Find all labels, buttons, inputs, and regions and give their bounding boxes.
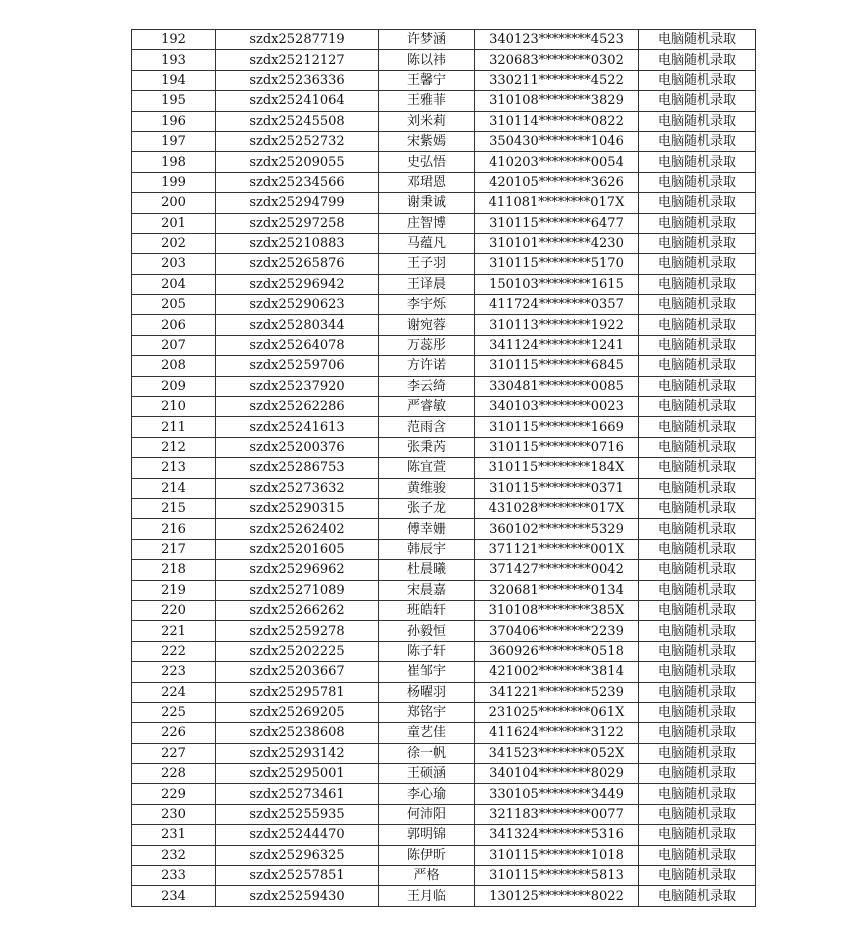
cell-admission-method: 电脑随机录取 — [639, 397, 756, 417]
table-row — [132, 397, 756, 417]
cell-admission-method: 电脑随机录取 — [639, 376, 756, 396]
cell-applicant-id: szdx25297258 — [216, 213, 379, 233]
cell-applicant-id: szdx25236336 — [216, 70, 379, 90]
cell-sequence-number: 216 — [132, 519, 216, 539]
cell-admission-method: 电脑随机录取 — [639, 233, 756, 253]
cell-sequence-number: 217 — [132, 539, 216, 559]
cell-id-card-number: 330211********4522 — [475, 70, 639, 90]
cell-applicant-id: szdx25266262 — [216, 600, 379, 620]
cell-admission-method: 电脑随机录取 — [639, 886, 756, 906]
cell-student-name: 史弘悟 — [379, 152, 475, 172]
cell-sequence-number: 193 — [132, 50, 216, 70]
cell-student-name: 王硕涵 — [379, 764, 475, 784]
table-row — [132, 662, 756, 682]
table-row — [132, 152, 756, 172]
cell-student-name: 傅幸姗 — [379, 519, 475, 539]
cell-student-name: 李心瑜 — [379, 784, 475, 804]
cell-admission-method: 电脑随机录取 — [639, 723, 756, 743]
cell-id-card-number: 411624********3122 — [475, 723, 639, 743]
cell-applicant-id: szdx25252732 — [216, 131, 379, 151]
cell-sequence-number: 212 — [132, 437, 216, 457]
cell-sequence-number: 202 — [132, 233, 216, 253]
cell-applicant-id: szdx25296942 — [216, 274, 379, 294]
cell-applicant-id: szdx25290315 — [216, 498, 379, 518]
cell-sequence-number: 224 — [132, 682, 216, 702]
cell-student-name: 李宇烁 — [379, 295, 475, 315]
cell-admission-method: 电脑随机录取 — [639, 743, 756, 763]
table-row — [132, 845, 756, 865]
table-row — [132, 539, 756, 559]
cell-sequence-number: 199 — [132, 172, 216, 192]
cell-id-card-number: 431028********017X — [475, 498, 639, 518]
cell-student-name: 马蕴凡 — [379, 233, 475, 253]
cell-sequence-number: 204 — [132, 274, 216, 294]
cell-id-card-number: 340123********4523 — [475, 30, 639, 50]
cell-id-card-number: 231025********061X — [475, 702, 639, 722]
cell-sequence-number: 201 — [132, 213, 216, 233]
cell-admission-method: 电脑随机录取 — [639, 417, 756, 437]
cell-sequence-number: 232 — [132, 845, 216, 865]
cell-student-name: 童艺佳 — [379, 723, 475, 743]
table-row — [132, 131, 756, 151]
table-row — [132, 70, 756, 90]
cell-applicant-id: szdx25294799 — [216, 193, 379, 213]
cell-student-name: 邓珺恩 — [379, 172, 475, 192]
cell-id-card-number: 371427********0042 — [475, 560, 639, 580]
cell-admission-method: 电脑随机录取 — [639, 539, 756, 559]
cell-sequence-number: 209 — [132, 376, 216, 396]
cell-applicant-id: szdx25264078 — [216, 335, 379, 355]
cell-id-card-number: 411724********0357 — [475, 295, 639, 315]
cell-applicant-id: szdx25255935 — [216, 804, 379, 824]
cell-id-card-number: 310115********5170 — [475, 254, 639, 274]
table-row — [132, 764, 756, 784]
cell-applicant-id: szdx25241613 — [216, 417, 379, 437]
table-row — [132, 274, 756, 294]
cell-student-name: 刘米莉 — [379, 111, 475, 131]
cell-sequence-number: 196 — [132, 111, 216, 131]
table-row — [132, 254, 756, 274]
cell-applicant-id: szdx25201605 — [216, 539, 379, 559]
table-row — [132, 580, 756, 600]
cell-admission-method: 电脑随机录取 — [639, 764, 756, 784]
cell-applicant-id: szdx25295001 — [216, 764, 379, 784]
cell-id-card-number: 310108********3829 — [475, 91, 639, 111]
cell-sequence-number: 203 — [132, 254, 216, 274]
cell-id-card-number: 360102********5329 — [475, 519, 639, 539]
cell-student-name: 李云绮 — [379, 376, 475, 396]
cell-student-name: 万蕊彤 — [379, 335, 475, 355]
cell-sequence-number: 222 — [132, 641, 216, 661]
cell-id-card-number: 310114********0822 — [475, 111, 639, 131]
cell-student-name: 许梦涵 — [379, 30, 475, 50]
cell-student-name: 张秉芮 — [379, 437, 475, 457]
cell-admission-method: 电脑随机录取 — [639, 91, 756, 111]
cell-admission-method: 电脑随机录取 — [639, 172, 756, 192]
cell-admission-method: 电脑随机录取 — [639, 254, 756, 274]
cell-applicant-id: szdx25210883 — [216, 233, 379, 253]
table-row — [132, 30, 756, 50]
cell-student-name: 王馨宁 — [379, 70, 475, 90]
cell-id-card-number: 371121********001X — [475, 539, 639, 559]
cell-applicant-id: szdx25262402 — [216, 519, 379, 539]
cell-applicant-id: szdx25290623 — [216, 295, 379, 315]
table-row — [132, 315, 756, 335]
cell-sequence-number: 214 — [132, 478, 216, 498]
cell-sequence-number: 195 — [132, 91, 216, 111]
cell-sequence-number: 194 — [132, 70, 216, 90]
table-row — [132, 560, 756, 580]
cell-student-name: 孙毅恒 — [379, 621, 475, 641]
cell-student-name: 韩辰宇 — [379, 539, 475, 559]
table-row — [132, 437, 756, 457]
cell-applicant-id: szdx25296962 — [216, 560, 379, 580]
cell-sequence-number: 197 — [132, 131, 216, 151]
cell-sequence-number: 213 — [132, 458, 216, 478]
cell-student-name: 杜晨曦 — [379, 560, 475, 580]
cell-id-card-number: 310115********184X — [475, 458, 639, 478]
cell-admission-method: 电脑随机录取 — [639, 662, 756, 682]
cell-id-card-number: 330105********3449 — [475, 784, 639, 804]
cell-admission-method: 电脑随机录取 — [639, 315, 756, 335]
cell-sequence-number: 215 — [132, 498, 216, 518]
cell-sequence-number: 229 — [132, 784, 216, 804]
cell-student-name: 庄智博 — [379, 213, 475, 233]
cell-sequence-number: 210 — [132, 397, 216, 417]
cell-sequence-number: 231 — [132, 825, 216, 845]
cell-id-card-number: 360926********0518 — [475, 641, 639, 661]
cell-sequence-number: 208 — [132, 356, 216, 376]
table-row — [132, 233, 756, 253]
cell-applicant-id: szdx25241064 — [216, 91, 379, 111]
cell-id-card-number: 330481********0085 — [475, 376, 639, 396]
cell-admission-method: 电脑随机录取 — [639, 498, 756, 518]
cell-id-card-number: 310115********5813 — [475, 866, 639, 886]
cell-applicant-id: szdx25238608 — [216, 723, 379, 743]
table-row — [132, 478, 756, 498]
table-row — [132, 356, 756, 376]
cell-applicant-id: szdx25202225 — [216, 641, 379, 661]
cell-student-name: 王子羽 — [379, 254, 475, 274]
admission-list-table — [131, 29, 756, 907]
cell-id-card-number: 310115********1669 — [475, 417, 639, 437]
cell-student-name: 王译晨 — [379, 274, 475, 294]
cell-student-name: 郑铭宇 — [379, 702, 475, 722]
cell-admission-method: 电脑随机录取 — [639, 50, 756, 70]
cell-admission-method: 电脑随机录取 — [639, 804, 756, 824]
table-row — [132, 376, 756, 396]
admission-list-body — [132, 30, 756, 907]
cell-applicant-id: szdx25293142 — [216, 743, 379, 763]
cell-id-card-number: 340104********8029 — [475, 764, 639, 784]
cell-student-name: 陈子轩 — [379, 641, 475, 661]
table-row — [132, 335, 756, 355]
table-row — [132, 784, 756, 804]
cell-student-name: 陈以祎 — [379, 50, 475, 70]
cell-id-card-number: 310115********0716 — [475, 437, 639, 457]
cell-id-card-number: 341124********1241 — [475, 335, 639, 355]
cell-applicant-id: szdx25273632 — [216, 478, 379, 498]
cell-sequence-number: 227 — [132, 743, 216, 763]
cell-admission-method: 电脑随机录取 — [639, 356, 756, 376]
cell-admission-method: 电脑随机录取 — [639, 478, 756, 498]
cell-student-name: 王雅菲 — [379, 91, 475, 111]
cell-admission-method: 电脑随机录取 — [639, 702, 756, 722]
cell-id-card-number: 410203********0054 — [475, 152, 639, 172]
cell-sequence-number: 233 — [132, 866, 216, 886]
cell-admission-method: 电脑随机录取 — [639, 70, 756, 90]
cell-applicant-id: szdx25209055 — [216, 152, 379, 172]
cell-sequence-number: 200 — [132, 193, 216, 213]
cell-applicant-id: szdx25237920 — [216, 376, 379, 396]
cell-admission-method: 电脑随机录取 — [639, 274, 756, 294]
cell-sequence-number: 205 — [132, 295, 216, 315]
cell-applicant-id: szdx25259706 — [216, 356, 379, 376]
cell-student-name: 崔邹宇 — [379, 662, 475, 682]
cell-applicant-id: szdx25287719 — [216, 30, 379, 50]
cell-id-card-number: 341324********5316 — [475, 825, 639, 845]
cell-admission-method: 电脑随机录取 — [639, 152, 756, 172]
cell-id-card-number: 310115********1018 — [475, 845, 639, 865]
cell-id-card-number: 411081********017X — [475, 193, 639, 213]
cell-applicant-id: szdx25262286 — [216, 397, 379, 417]
cell-applicant-id: szdx25271089 — [216, 580, 379, 600]
cell-admission-method: 电脑随机录取 — [639, 519, 756, 539]
cell-student-name: 宋晨嘉 — [379, 580, 475, 600]
table-row — [132, 866, 756, 886]
cell-admission-method: 电脑随机录取 — [639, 437, 756, 457]
cell-student-name: 郭明锦 — [379, 825, 475, 845]
table-row — [132, 172, 756, 192]
cell-student-name: 杨曜羽 — [379, 682, 475, 702]
cell-id-card-number: 310113********1922 — [475, 315, 639, 335]
cell-student-name: 方许诺 — [379, 356, 475, 376]
cell-applicant-id: szdx25273461 — [216, 784, 379, 804]
table-row — [132, 702, 756, 722]
cell-sequence-number: 226 — [132, 723, 216, 743]
cell-admission-method: 电脑随机录取 — [639, 193, 756, 213]
cell-sequence-number: 221 — [132, 621, 216, 641]
cell-id-card-number: 320681********0134 — [475, 580, 639, 600]
cell-admission-method: 电脑随机录取 — [639, 560, 756, 580]
cell-admission-method: 电脑随机录取 — [639, 600, 756, 620]
cell-student-name: 宋紫嫣 — [379, 131, 475, 151]
cell-sequence-number: 234 — [132, 886, 216, 906]
cell-sequence-number: 220 — [132, 600, 216, 620]
cell-id-card-number: 150103********1615 — [475, 274, 639, 294]
table-row — [132, 804, 756, 824]
cell-id-card-number: 341221********5239 — [475, 682, 639, 702]
cell-student-name: 范雨含 — [379, 417, 475, 437]
cell-admission-method: 电脑随机录取 — [639, 641, 756, 661]
cell-id-card-number: 421002********3814 — [475, 662, 639, 682]
cell-admission-method: 电脑随机录取 — [639, 682, 756, 702]
cell-student-name: 陈伊昕 — [379, 845, 475, 865]
table-row — [132, 458, 756, 478]
cell-id-card-number: 350430********1046 — [475, 131, 639, 151]
cell-id-card-number: 370406********2239 — [475, 621, 639, 641]
cell-applicant-id: szdx25257851 — [216, 866, 379, 886]
cell-sequence-number: 223 — [132, 662, 216, 682]
cell-sequence-number: 230 — [132, 804, 216, 824]
cell-applicant-id: szdx25212127 — [216, 50, 379, 70]
cell-student-name: 陈宜萱 — [379, 458, 475, 478]
cell-applicant-id: szdx25200376 — [216, 437, 379, 457]
table-row — [132, 723, 756, 743]
cell-id-card-number: 341523********052X — [475, 743, 639, 763]
table-row — [132, 417, 756, 437]
cell-sequence-number: 211 — [132, 417, 216, 437]
table-row — [132, 682, 756, 702]
table-row — [132, 743, 756, 763]
cell-id-card-number: 321183********0077 — [475, 804, 639, 824]
table-row — [132, 295, 756, 315]
cell-applicant-id: szdx25259430 — [216, 886, 379, 906]
cell-student-name: 黄维骏 — [379, 478, 475, 498]
table-row — [132, 193, 756, 213]
cell-applicant-id: szdx25296325 — [216, 845, 379, 865]
table-row — [132, 91, 756, 111]
cell-admission-method: 电脑随机录取 — [639, 335, 756, 355]
cell-id-card-number: 310115********6477 — [475, 213, 639, 233]
cell-sequence-number: 225 — [132, 702, 216, 722]
cell-admission-method: 电脑随机录取 — [639, 111, 756, 131]
cell-id-card-number: 310108********385X — [475, 600, 639, 620]
cell-sequence-number: 218 — [132, 560, 216, 580]
cell-admission-method: 电脑随机录取 — [639, 825, 756, 845]
cell-admission-method: 电脑随机录取 — [639, 131, 756, 151]
table-row — [132, 825, 756, 845]
cell-student-name: 班皓轩 — [379, 600, 475, 620]
cell-applicant-id: szdx25245508 — [216, 111, 379, 131]
cell-student-name: 王月临 — [379, 886, 475, 906]
cell-id-card-number: 320683********0302 — [475, 50, 639, 70]
cell-applicant-id: szdx25265876 — [216, 254, 379, 274]
table-row — [132, 641, 756, 661]
cell-sequence-number: 219 — [132, 580, 216, 600]
cell-applicant-id: szdx25295781 — [216, 682, 379, 702]
cell-id-card-number: 420105********3626 — [475, 172, 639, 192]
cell-admission-method: 电脑随机录取 — [639, 845, 756, 865]
cell-student-name: 徐一帆 — [379, 743, 475, 763]
cell-sequence-number: 206 — [132, 315, 216, 335]
cell-student-name: 张子龙 — [379, 498, 475, 518]
cell-applicant-id: szdx25286753 — [216, 458, 379, 478]
cell-id-card-number: 130125********8022 — [475, 886, 639, 906]
cell-admission-method: 电脑随机录取 — [639, 213, 756, 233]
cell-sequence-number: 207 — [132, 335, 216, 355]
cell-applicant-id: szdx25259278 — [216, 621, 379, 641]
table-row — [132, 498, 756, 518]
cell-applicant-id: szdx25269205 — [216, 702, 379, 722]
cell-sequence-number: 198 — [132, 152, 216, 172]
cell-admission-method: 电脑随机录取 — [639, 621, 756, 641]
table-row — [132, 600, 756, 620]
cell-student-name: 严睿敏 — [379, 397, 475, 417]
cell-admission-method: 电脑随机录取 — [639, 580, 756, 600]
cell-sequence-number: 228 — [132, 764, 216, 784]
cell-admission-method: 电脑随机录取 — [639, 30, 756, 50]
cell-student-name: 谢宛蓉 — [379, 315, 475, 335]
cell-applicant-id: szdx25280344 — [216, 315, 379, 335]
table-row — [132, 519, 756, 539]
cell-id-card-number: 310115********6845 — [475, 356, 639, 376]
cell-admission-method: 电脑随机录取 — [639, 295, 756, 315]
table-row — [132, 213, 756, 233]
cell-admission-method: 电脑随机录取 — [639, 866, 756, 886]
cell-id-card-number: 340103********0023 — [475, 397, 639, 417]
table-row — [132, 111, 756, 131]
cell-applicant-id: szdx25234566 — [216, 172, 379, 192]
cell-admission-method: 电脑随机录取 — [639, 458, 756, 478]
cell-id-card-number: 310101********4230 — [475, 233, 639, 253]
cell-applicant-id: szdx25244470 — [216, 825, 379, 845]
cell-admission-method: 电脑随机录取 — [639, 784, 756, 804]
cell-applicant-id: szdx25203667 — [216, 662, 379, 682]
cell-student-name: 严格 — [379, 866, 475, 886]
cell-student-name: 谢秉诚 — [379, 193, 475, 213]
cell-student-name: 何沛阳 — [379, 804, 475, 824]
cell-id-card-number: 310115********0371 — [475, 478, 639, 498]
cell-sequence-number: 192 — [132, 30, 216, 50]
table-row — [132, 50, 756, 70]
table-row — [132, 621, 756, 641]
table-row — [132, 886, 756, 906]
